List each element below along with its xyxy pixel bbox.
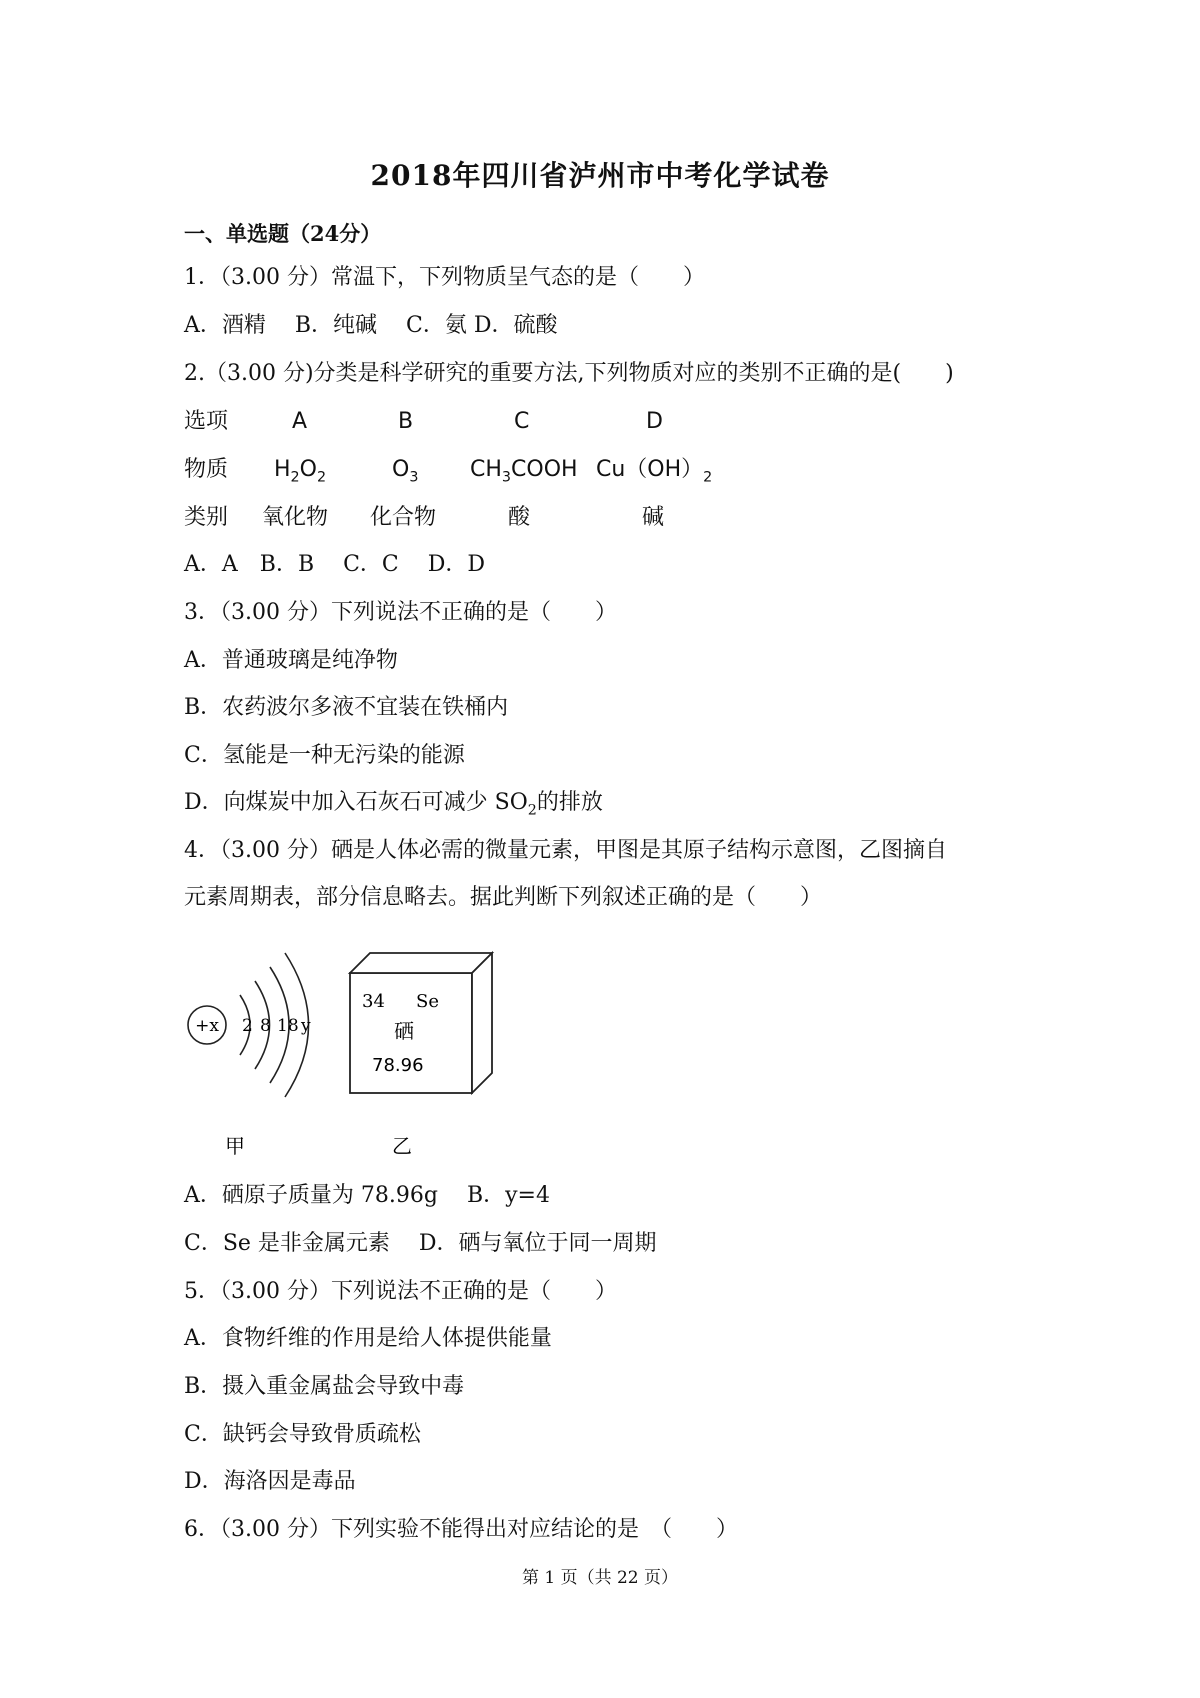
q5-stem: 5．（3.00 分）下列说法不正确的是（ ） <box>184 1279 617 1304</box>
q2-row-substance-label: 物质 <box>184 457 229 482</box>
label-jia: 甲 <box>225 1134 245 1158</box>
q5-option-b: B．摄入重金属盐会导致中毒 <box>184 1374 465 1399</box>
q4-options-line2: C．Se 是非金属元素 D．硒与氧位于同一周期 <box>184 1231 657 1256</box>
cell-top <box>350 953 492 973</box>
q1-options: A．酒精 B．纯碱 C．氨 D．硫酸 <box>184 313 558 338</box>
atomic-number: 34 <box>362 991 385 1012</box>
q3-option-d: D．向煤炭中加入石灰石可减少 $SO_2$的排放 <box>184 790 603 819</box>
q2-options: A．A B．B C．C D．D <box>184 552 486 577</box>
shell-electrons-2: 8 <box>260 1016 271 1036</box>
q3-stem: 3．（3.00 分）下列说法不正确的是（ ） <box>184 600 617 625</box>
q3-option-c: C．氢能是一种无污染的能源 <box>184 743 465 768</box>
q4-stem-line1: 4．（3.00 分）硒是人体必需的微量元素，甲图是其原子结构示意图，乙图摘自 <box>184 838 947 863</box>
q2-col-d: D <box>646 409 663 434</box>
shell-electrons-1: 2 <box>242 1016 253 1036</box>
cell-side <box>472 953 492 1093</box>
page-footer: 第 1 页（共 22 页） <box>521 1568 679 1588</box>
q3-option-b: B．农药波尔多液不宜装在铁桶内 <box>184 695 509 720</box>
shell-electrons-3: 18 <box>277 1016 299 1036</box>
q4-figure <box>180 925 510 1165</box>
q5-option-d: D．海洛因是毒品 <box>184 1469 356 1494</box>
q2-stem: 2.（3.00 分)分类是科学研究的重要方法,下列物质对应的类别不正确的是( ) <box>184 361 954 386</box>
q2-row-options-label: 选项 <box>184 409 229 434</box>
shell-electrons-4: y <box>301 1016 311 1036</box>
formula-o3: $O_3$ <box>392 457 419 486</box>
q6-stem: 6．（3.00 分）下列实验不能得出对应结论的是 （ ） <box>184 1517 738 1542</box>
q2-col-a: A <box>292 409 308 434</box>
q1-stem: 1．（3.00 分）常温下，下列物质呈气态的是（ ） <box>184 265 705 290</box>
category-a: 氧化物 <box>262 505 329 530</box>
element-name: 硒 <box>394 1019 414 1043</box>
formula-cuoh2: $Cu(OH)_2$ <box>596 457 713 486</box>
label-yi: 乙 <box>392 1134 412 1158</box>
category-d: 碱 <box>642 505 665 530</box>
nucleus-charge: +x <box>195 1016 219 1036</box>
q5-option-c: C．缺钙会导致骨质疏松 <box>184 1422 421 1447</box>
q3-option-a: A．普通玻璃是纯净物 <box>184 648 398 673</box>
atomic-structure-diagram <box>188 953 311 1158</box>
q5-option-a: A．食物纤维的作用是给人体提供能量 <box>184 1326 552 1351</box>
element-symbol: Se <box>416 991 439 1012</box>
category-c: 酸 <box>508 505 531 530</box>
periodic-table-cell <box>350 953 492 1158</box>
q4-options-line1: A．硒原子质量为 78.96g B．y=4 <box>184 1183 550 1208</box>
atomic-mass: 78.96 <box>372 1055 424 1076</box>
page-title: 2018年四川省泸州市中考化学试卷 <box>370 159 830 192</box>
q2-row-category-label: 类别 <box>184 505 229 530</box>
q4-stem-line2: 元素周期表，部分信息略去。据此判断下列叙述正确的是（ ） <box>184 885 823 910</box>
category-b: 化合物 <box>370 505 437 530</box>
q2-col-c: C <box>514 409 530 434</box>
formula-h2o2: $H_2O_2$ <box>274 457 327 486</box>
q2-col-b: B <box>398 409 414 434</box>
section-heading: 一、单选题（24分） <box>184 221 382 246</box>
formula-ch3cooh: $CH_3COOH$ <box>470 457 578 486</box>
